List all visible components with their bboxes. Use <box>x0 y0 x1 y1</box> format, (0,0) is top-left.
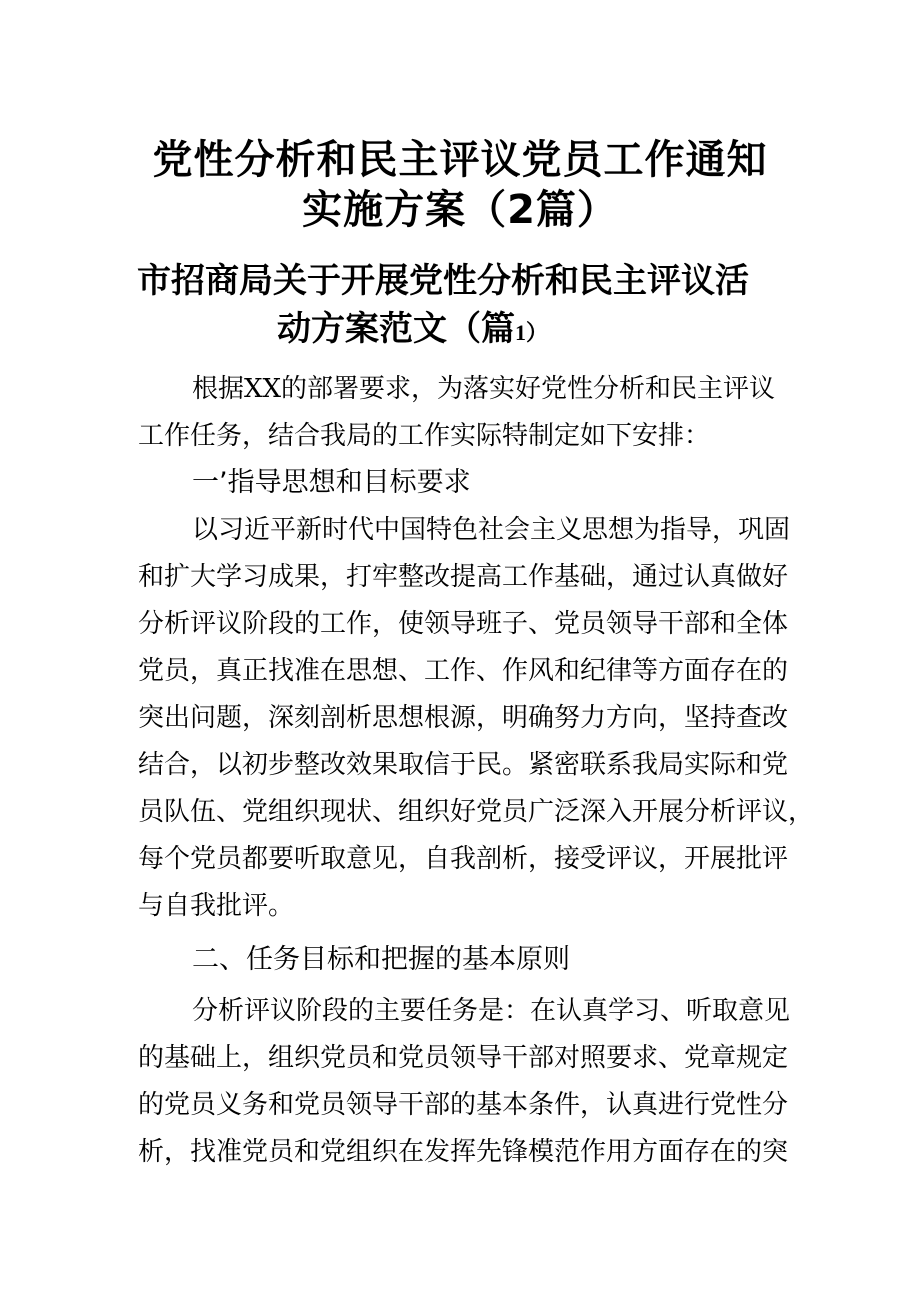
paragraph-line: 突出问题，深刻剖析思想根源，明确努力方向，坚持查改 <box>138 703 789 733</box>
paragraph-line: 和扩大学习成果，打牢整改提高工作基础，通过认真做好 <box>138 562 789 592</box>
paragraph-line: 分析评议阶段的工作，使领导班子、党员领导干部和全体 <box>138 609 789 639</box>
section-heading-2: 二、任务目标和把握的基本原则 <box>192 944 570 975</box>
paragraph-line: 结合，以初步整改效果取信于民。紧密联系我局实际和党 <box>138 750 789 780</box>
section-heading-1: 一’指导思想和目标要求 <box>192 467 471 498</box>
section-title-line-2-number: 1） <box>515 320 549 345</box>
section-title-line-2 <box>277 306 548 356</box>
document-title-line-2: 实施方案（2篇） <box>302 187 618 233</box>
paragraph-line: 析，找准党员和党组织在发挥先锋模范作用方面存在的突 <box>138 1137 789 1167</box>
paragraph-line: 员队伍、党组织现状、组织好党员广泛深入开展分析评议， <box>138 797 815 827</box>
paragraph-line: 分析评议阶段的主要任务是：在认真学习、听取意见 <box>192 996 791 1026</box>
document-title-line-1: 党性分析和民主评议党员工作通知 <box>152 137 768 183</box>
paragraph-line: 每个党员都要听取意见，自我剖析，接受评议，开展批评 <box>138 844 789 874</box>
paragraph-line: 根据XX的部署要求，为落实好党性分析和民主评议 <box>192 374 776 404</box>
paragraph-line: 的党员义务和党员领导干部的基本条件，认真进行党性分 <box>138 1090 789 1120</box>
paragraph-line: 以习近平新时代中国特色社会主义思想为指导，巩固 <box>192 515 791 545</box>
section-title-line-1: 市招商局关于开展党性分析和民主评议活 <box>137 261 749 301</box>
paragraph-line: 与自我批评。 <box>138 891 295 921</box>
paragraph-line: 的基础上，组织党员和党员领导干部对照要求、党章规定 <box>138 1043 789 1073</box>
paragraph-line: 工作任务，结合我局的工作实际特制定如下安排： <box>138 421 711 451</box>
paragraph-line: 党员，真正找准在思想、工作、作风和纪律等方面存在的 <box>138 656 789 686</box>
section-title-line-2-main: 动方案范文（篇 <box>277 309 515 349</box>
